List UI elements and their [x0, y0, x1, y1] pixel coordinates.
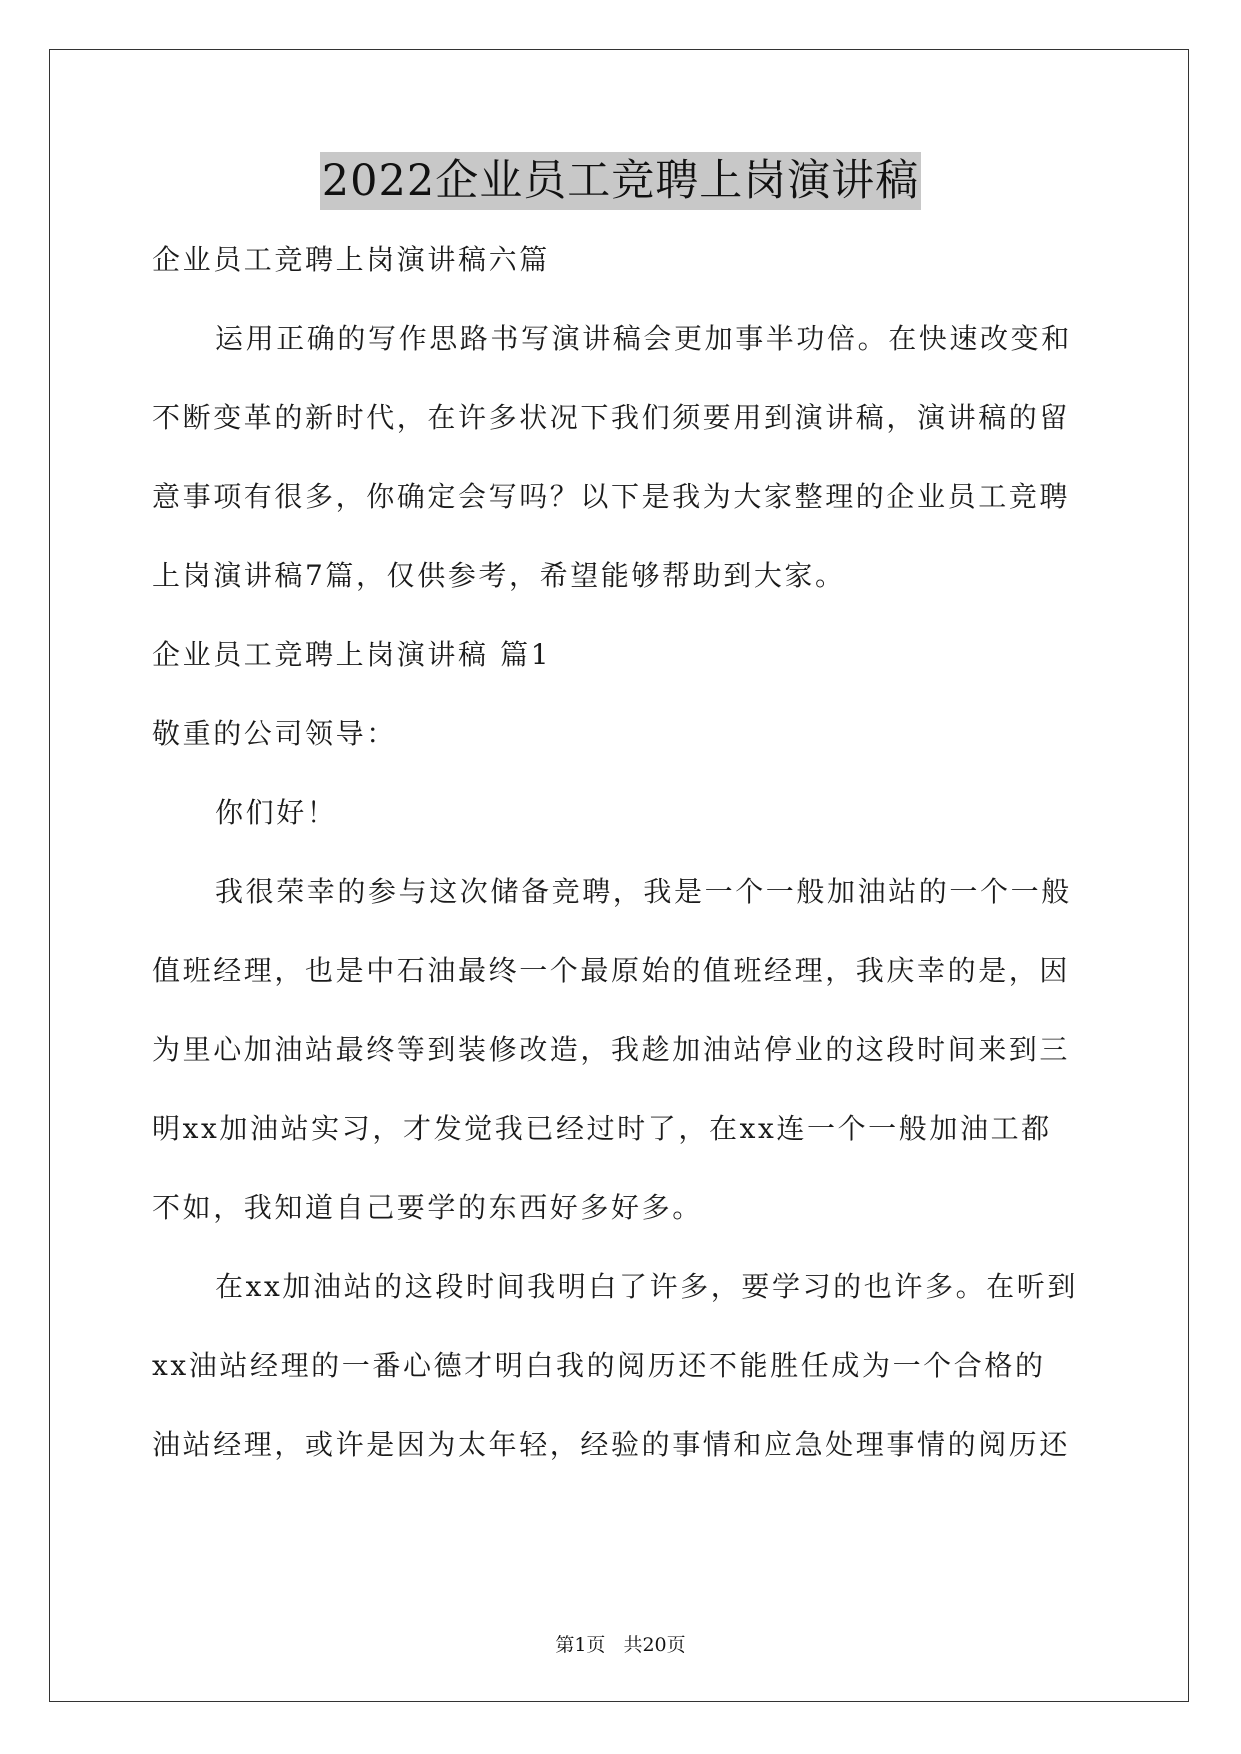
page-number: 第1页 [555, 1634, 606, 1656]
paragraph-line: 运用正确的写作思路书写演讲稿会更加事半功倍。在快速改变和 [215, 322, 1072, 355]
document-title: 2022企业员工竞聘上岗演讲稿 [320, 152, 921, 210]
title-container [0, 152, 1241, 210]
document-body [152, 235, 1090, 1499]
greeting: 你们好！ [215, 796, 338, 829]
section-heading: 企业员工竞聘上岗演讲稿六篇 [152, 243, 550, 276]
page-footer [0, 1630, 1241, 1657]
paragraph-line: xx油站经理的一番心德才明白我的阅历还不能胜任成为一个合格的 [152, 1349, 1046, 1382]
paragraph-line: 明xx加油站实习，才发觉我已经过时了，在xx连一个一般加油工都 [152, 1112, 1052, 1145]
section-heading: 企业员工竞聘上岗演讲稿 篇1 [152, 638, 552, 671]
paragraph-line: 为里心加油站最终等到装修改造，我趁加油站停业的这段时间来到三 [152, 1033, 1071, 1066]
paragraph-line: 上岗演讲稿7篇，仅供参考，希望能够帮助到大家。 [152, 559, 846, 592]
salutation: 敬重的公司领导： [152, 717, 397, 750]
paragraph-line: 值班经理，也是中石油最终一个最原始的值班经理，我庆幸的是，因 [152, 954, 1071, 987]
paragraph-line: 油站经理，或许是因为太年轻，经验的事情和应急处理事情的阅历还 [152, 1428, 1071, 1461]
paragraph-line: 不如，我知道自己要学的东西好多好多。 [152, 1191, 703, 1224]
paragraph-line: 不断变革的新时代，在许多状况下我们须要用到演讲稿，演讲稿的留 [152, 401, 1071, 434]
page-total: 共20页 [623, 1634, 686, 1656]
paragraph-line: 我很荣幸的参与这次储备竞聘，我是一个一般加油站的一个一般 [215, 875, 1072, 908]
paragraph-line: 在xx加油站的这段时间我明白了许多，要学习的也许多。在听到 [215, 1270, 1078, 1303]
paragraph-line: 意事项有很多，你确定会写吗？以下是我为大家整理的企业员工竞聘 [152, 480, 1071, 513]
